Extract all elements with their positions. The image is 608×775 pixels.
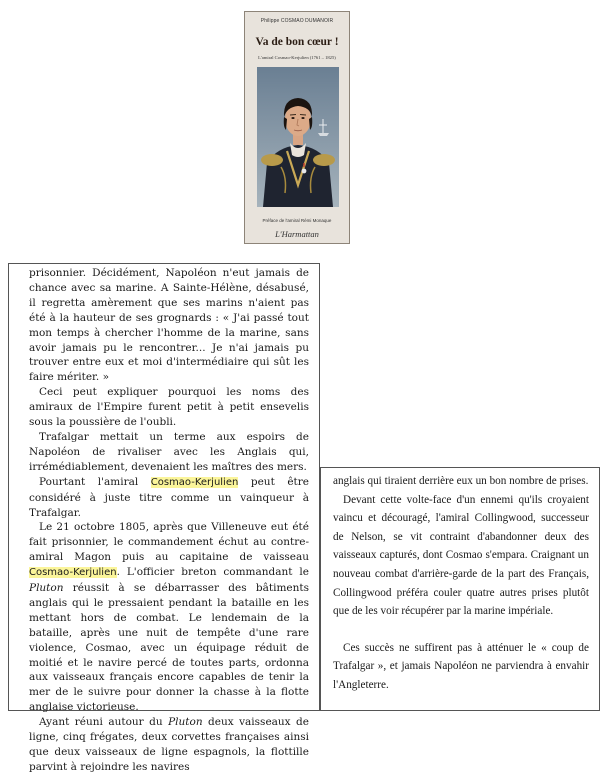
paragraph: Pourtant l'amiral Cosmao-Kerjulien peut être considéré à juste titre comme un vainqueur à Trafalgar.: [29, 475, 309, 519]
paragraph: Ceci peut expliquer pourquoi les noms des amiraux de l'Empire furent petit à petit ensevelis sous la poussière de l'oubli.: [29, 386, 309, 429]
paragraph: Le 21 octobre 1805, après que Villeneuve eut été fait prisonnier, le commandement échut au contre-amiral Magon puis au capitaine de vaisseau Cosmao-Kerjulien. L'officier breton commandant le Pluton réussit à se débarrasser des bâtiments anglais qui le pressaient pendant la bataille en les mettant hors de combat. Le lendemain de la bataille, après une nuit de tempête d'une rare violence, Cosmao, avec un équipage réduit de moitié et le navire percé de toutes parts, ordonna aux vaisseaux français encore capables de tenir la mer de le suivre pour donner la chasse à la flotte anglaise victorieuse.: [29, 521, 309, 714]
paragraph: Ayant réuni autour du Pluton deux vaisseaux de ligne, cinq frégates, deux corvettes françaises ainsi que deux vaisseaux de ligne espagnols, la flottille parvint à rejoindre les navires: [29, 716, 309, 773]
paragraph: prisonnier. Décidément, Napoléon n'eut jamais de chance avec sa marine. A Sainte-Hélène, désabusé, il regretta amèrement que ses marins n'aient pas été à la hauteur de ses grognards : « J'ai passé tout mon temps à chercher l'homme de la marine, sans avoir jamais pu le rencontrer... Je n'ai jamais pu trouver entre eux et moi d'intermédiaire qui sût les faire mériter. »: [29, 267, 309, 384]
cover-title: Va de bon cœur !: [255, 36, 339, 48]
book-page-right: [320, 467, 600, 711]
book-page-left: [8, 263, 320, 773]
cover-publisher-logo: L'Harmattan: [275, 229, 319, 239]
highlighted-name: Cosmao-Kerjulien: [150, 476, 239, 488]
paragraph: Devant cette volte-face d'un ennemi qu'ils croyaient vaincu et découragé, l'amiral Collingwood, successeur de Nelson, se vit contraint d'abandonner deux des vaisseaux capturés, dont Cosmao s'empara. Craignant un nouveau combat d'arrière-garde de la part des Français, Collingwood préféra couler quatre autres prises plutôt que de les voir récupérer par la marine impériale.: [333, 493, 589, 618]
cover-preface: Préface de l'amiral Rémi Monaque: [262, 218, 332, 223]
book-cover: [244, 11, 350, 244]
cover-author: Philippe COSMAO DUMANOIR: [260, 18, 334, 24]
highlighted-name: Cosmao-Kerjulien: [29, 567, 117, 579]
admiral-portrait: [257, 67, 339, 207]
paragraph: anglais qui tiraient derrière eux un bon nombre de prises.: [333, 475, 589, 487]
paragraph: Trafalgar mettait un terme aux espoirs de Napoléon de rivaliser avec les Anglais qui, irrémédiablement, devenaient les maîtres des mers.: [29, 430, 309, 473]
cover-subtitle: L'amiral Cosmao-Kerjulien (1761 – 1825): [258, 55, 336, 60]
paragraph: Ces succès ne suffirent pas à atténuer le « coup de Trafalgar », et jamais Napoléon ne parviendra à envahir l'Angleterre.: [333, 641, 589, 691]
